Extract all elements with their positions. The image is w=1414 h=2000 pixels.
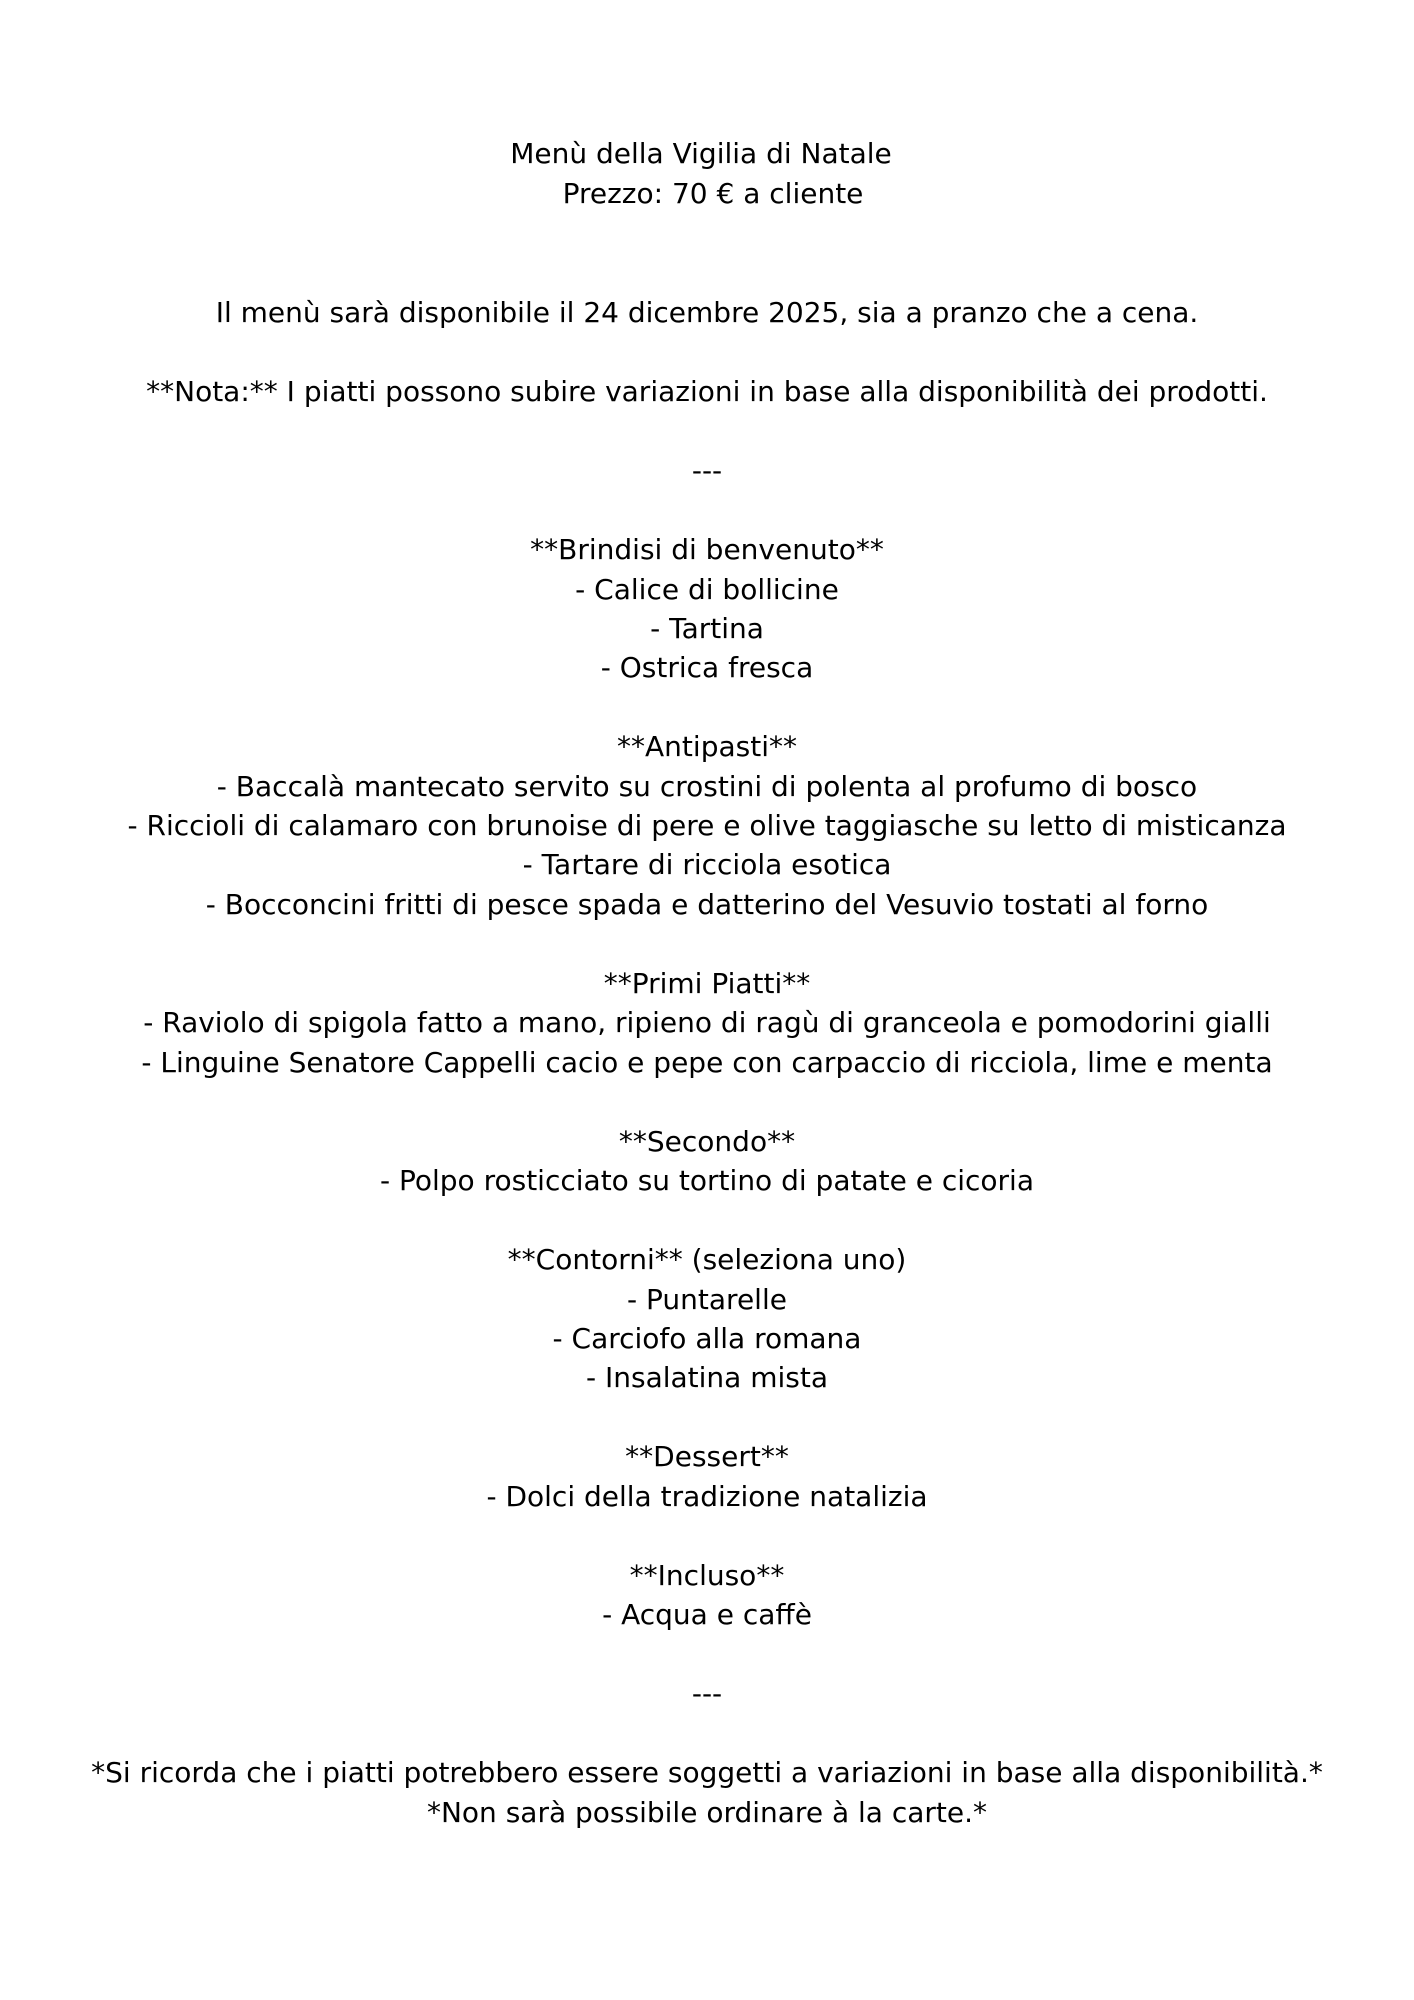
menu-item: - Polpo rosticciato su tortino di patate e cicoria [379,1164,1034,1197]
menu-item: - Baccalà mantecato servito su crostini di polenta al profumo di bosco [216,770,1198,803]
section-title-incluso: **Incluso** [629,1559,785,1592]
menu-item: - Acqua e caffè [602,1598,812,1631]
section-title-secondo: **Secondo** [618,1125,796,1158]
menu-price: Prezzo: 70 € a cliente [562,177,864,210]
menu-item: - Riccioli di calamaro con brunoise di pere e olive taggiasche su letto di misticanza [127,809,1287,842]
availability-text: Il menù sarà disponibile il 24 dicembre 2025, sia a pranzo che a cena. [215,296,1199,329]
section-title-primi: **Primi Piatti** [603,967,811,1000]
menu-item: - Raviolo di spigola fatto a mano, ripieno di ragù di granceola e pomodorini gialli [143,1006,1271,1039]
menu-item: - Puntarelle [627,1283,787,1316]
note-text: **Nota:** I piatti possono subire variazioni in base alla disponibilità dei prodotti. [146,375,1268,408]
menu-item: - Tartare di ricciola esotica [522,848,892,881]
menu-item: - Tartina [650,612,764,645]
menu-item: - Bocconcini fritti di pesce spada e datterino del Vesuvio tostati al forno [205,888,1209,921]
separator: --- [691,1677,723,1710]
menu-item: - Ostrica fresca [600,651,814,684]
menu-item: - Carciofo alla romana [552,1322,862,1355]
footer-note: *Non sarà possibile ordinare à la carte.* [426,1796,988,1829]
section-title-contorni: **Contorni** (seleziona uno) [507,1243,907,1276]
menu-item: - Calice di bollicine [575,573,839,606]
section-title-brindisi: **Brindisi di benvenuto** [530,533,884,566]
menu-item: - Insalatina mista [585,1361,829,1394]
section-title-antipasti: **Antipasti** [617,730,797,763]
footer-note: *Si ricorda che i piatti potrebbero essere soggetti a variazioni in base alla disponibilità.* [91,1756,1323,1789]
section-title-dessert: **Dessert** [625,1440,789,1473]
menu-title: Menù della Vigilia di Natale [510,137,892,170]
menu-item: - Dolci della tradizione natalizia [486,1480,928,1513]
menu-item: - Linguine Senatore Cappelli cacio e pepe con carpaccio di ricciola, lime e menta [141,1046,1273,1079]
separator: --- [691,454,723,487]
